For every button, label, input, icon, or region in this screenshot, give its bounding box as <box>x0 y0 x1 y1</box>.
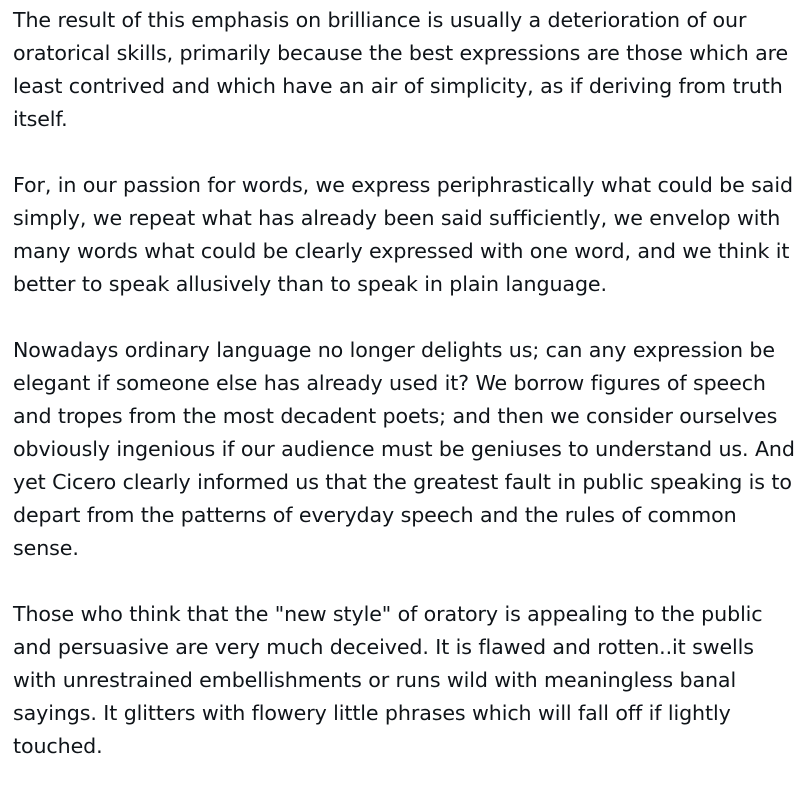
post-text <box>13 4 803 763</box>
paragraph-1: The result of this emphasis on brilliance is usually a deterioration of our oratorical skills, primarily because the best expressions are those which are least contrived and which have an air of simplicity, as if deriving from truth itself. <box>13 8 789 131</box>
paragraph-3: Nowadays ordinary language no longer delights us; can any expression be elegant if someone else has already used it? We borrow figures of speech and tropes from the most decadent poets; and then we consider ourselves obviously ingenious if our audience must be geniuses to understand us. And yet Cicero clearly informed us that the greatest fault in public speaking is to depart from the patterns of everyday speech and the rules of common sense. <box>13 338 795 560</box>
paragraph-4: Those who think that the "new style" of oratory is appealing to the public and persuasive are very much deceived. It is flawed and rotten..it swells with unrestrained embellishments or runs wild with meaningless banal sayings. It glitters with flowery little phrases which will fall off if lightly touched. <box>13 602 763 758</box>
paragraph-2: For, in our passion for words, we express periphrastically what could be said simply, we repeat what has already been said sufficiently, we envelop with many words what could be clearly expressed with one word, and we think it better to speak allusively than to speak in plain language. <box>13 173 793 296</box>
